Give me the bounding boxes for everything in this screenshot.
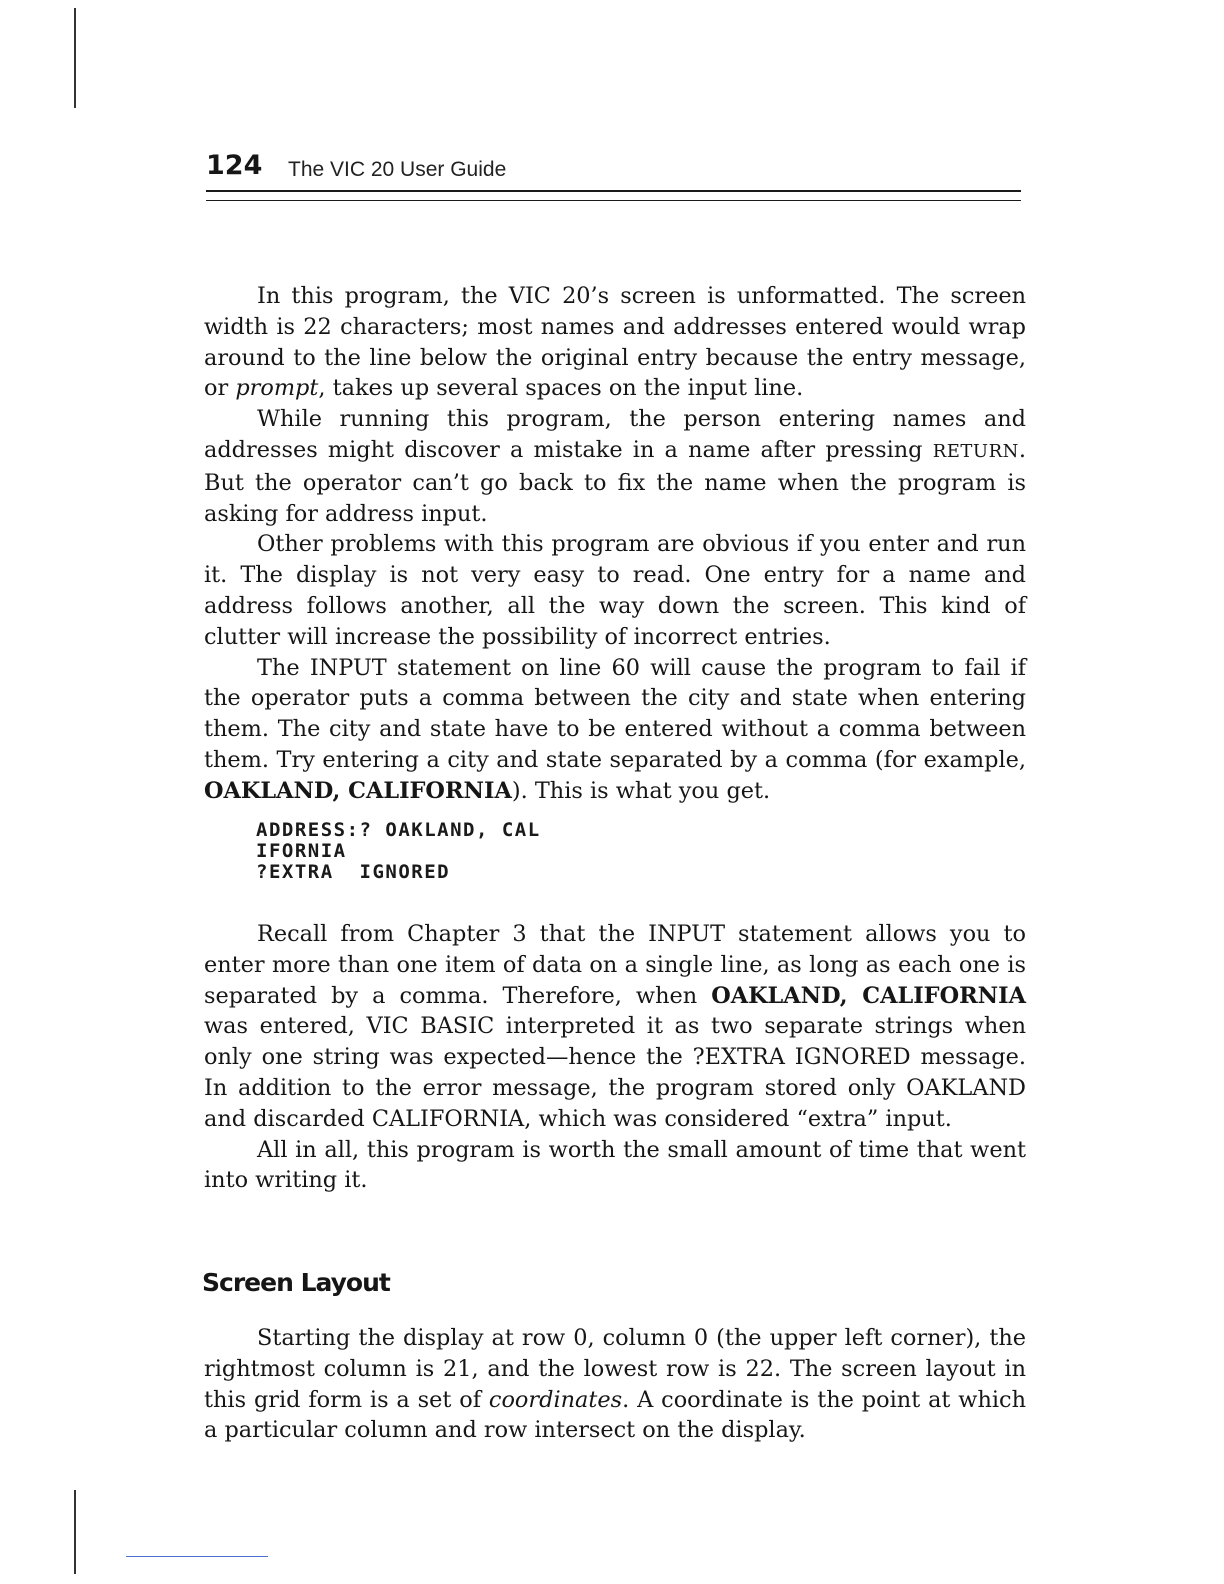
body-text-middle [204,919,1026,1196]
paragraph-recall-chapter: Recall from Chapter 3 that the INPUT statement allows you to enter more than one item of data on a single line, as long as each one is separated by a comma. Therefore, when OAKLAND, CALIFORNIA was entered, VIC BASIC interpreted it as two separate strings when only one string was expected—hence the ?EXTRA IGNORED message. In addition to the error message, the program stored only OAKLAND and discarded CALIFORNIA, which was considered “extra” input. [204,921,1026,1132]
header-rule-thick [206,190,1021,192]
running-head [206,150,1022,180]
paragraph-other-problems: Other problems with this program are obvious if you enter and run it. The display is not very easy to read. One entry for a name and address follows another, all the way down the screen. This kind of clutter will increase the possibility of incorrect entries. [204,531,1026,650]
bold-oakland-california: OAKLAND, CALIFORNIA [711,982,1026,1009]
paragraph-input-statement: The INPUT statement on line 60 will cause the program to fail if the operator puts a comma between the city and state when entering them. The city and state have to be entered without a comma between them. Try entering a city and state separated by a comma (for example, OAKLAND, CALIFORNIA). This is what you get. [204,654,1026,804]
body-text-top [204,281,1026,807]
key-name-return: RETURN [932,440,1019,462]
bold-example-input: OAKLAND, CALIFORNIA [204,777,512,804]
paragraph-all-in-all: All in all, this program is worth the small amount of time that went into writing it. [204,1136,1026,1194]
scan-edge-line-top [74,8,76,108]
paragraph-screen-layout: Starting the display at row 0, column 0 (the upper left corner), the rightmost column is 21, and the lowest row is 22. The screen layout in this grid form is a set of coordinates. A coordinate is the point at which a particular column and row intersect on the display. [204,1325,1026,1444]
page-number: 124 [206,150,263,181]
body-text-screen-layout [204,1323,1026,1446]
scan-bottom-rule [126,1556,268,1557]
paragraph-return-mistake: While running this program, the person entering names and addresses might discover a mistake in a name after pressing RETURN. But the operator can’t go back to fix the name when the program is asking for address input. [204,406,1026,527]
running-title: The VIC 20 User Guide [288,158,507,181]
section-heading: Screen Layout [202,1268,390,1297]
scan-edge-line-bottom [74,1490,76,1574]
emphasis-coordinates: coordinates [488,1386,623,1413]
screen-output [256,820,541,883]
emphasis-prompt: prompt [235,375,319,402]
screen-line: IFORNIA [256,840,347,862]
screen-line: ADDRESS:? OAKLAND, CAL [256,819,541,841]
screen-line: ?EXTRA IGNORED [256,861,451,883]
paragraph-unformatted-screen: In this program, the VIC 20’s screen is unformatted. The screen width is 22 characters; most names and addresses entered would wrap around to the line below the original entry because the entry message, or prompt, takes up several spaces on the input line. [204,283,1026,402]
header-rule-thin [206,200,1021,201]
